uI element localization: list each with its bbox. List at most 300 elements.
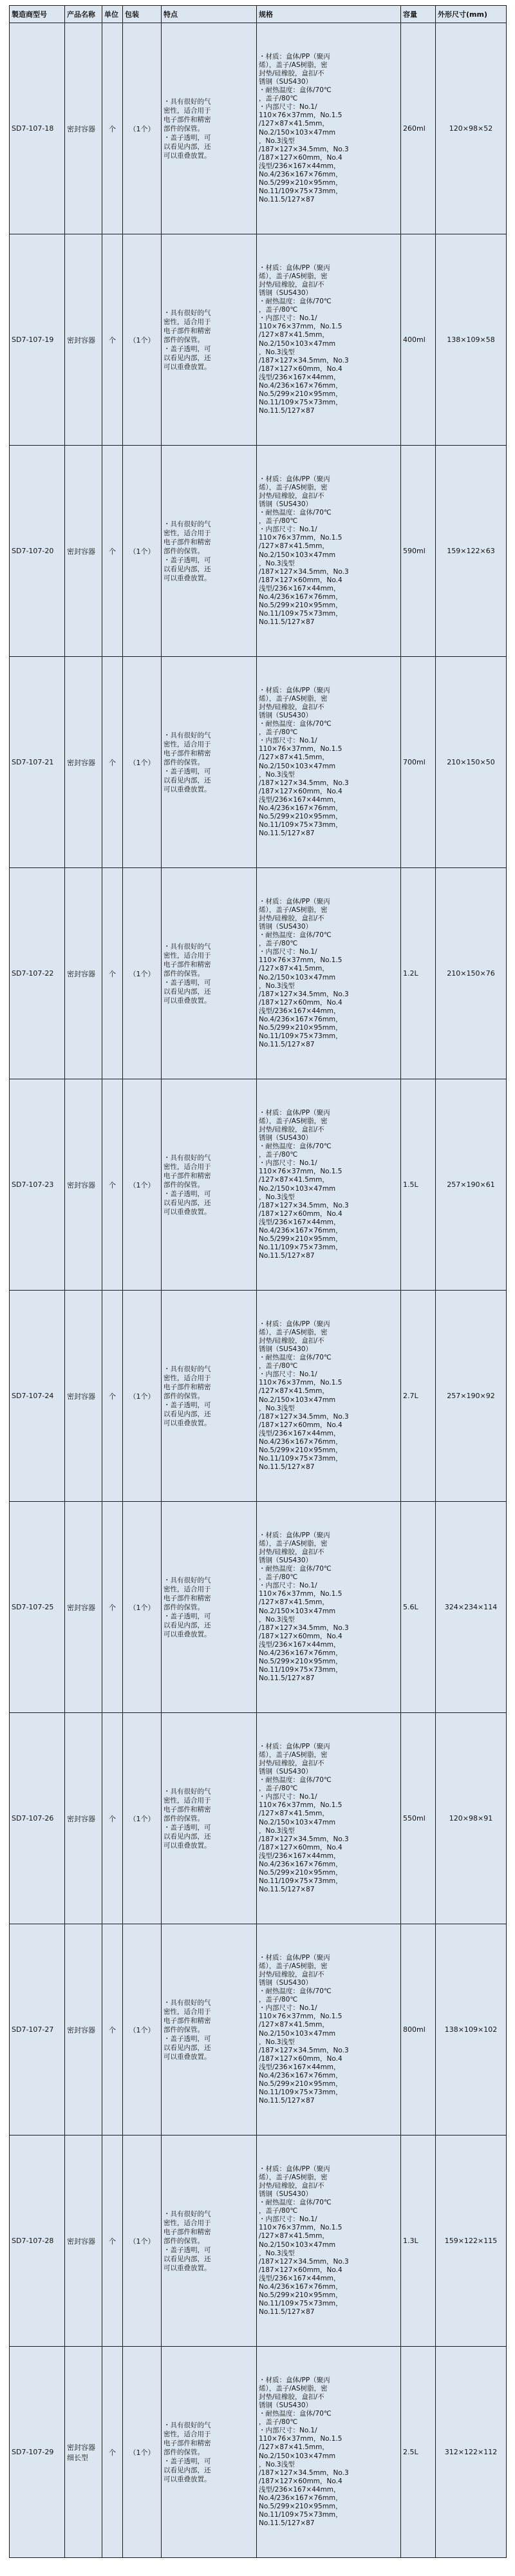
spec-line: ，No.3浅型: [259, 1615, 295, 1624]
spec-line: ・材质：盒体/PP（聚丙: [259, 263, 330, 272]
table-row: [10, 1502, 507, 1713]
spec-line: No.5/299×210×95mm，: [259, 1869, 342, 1877]
spec-line: 锈钢（SUS430）: [259, 1345, 313, 1353]
unit-cell: 个: [102, 1291, 123, 1502]
spec-line: /187×127×60mm，No.4: [259, 1843, 342, 1852]
feature-line: ・具有很好的气: [164, 1576, 211, 1584]
feature-line: 可以重叠放置。: [164, 2264, 211, 2272]
header-row: [10, 6, 507, 23]
spec-line: ・内部尺寸：No.1/: [259, 1582, 317, 1590]
model-cell: SD7-107-23: [10, 1079, 65, 1291]
name-cell: 密封容器 细长型: [65, 2347, 102, 2558]
spec-line: /187×127×34.5mm，No.3: [259, 1835, 349, 1843]
feature-line: 电子部件和精密: [164, 538, 211, 546]
unit-cell: 个: [102, 657, 123, 868]
spec-line: ・材质：盒体/PP（聚丙: [259, 1531, 330, 1539]
spec-line: /187×127×34.5mm，No.3: [259, 990, 349, 998]
feature-line: 部件的保管。: [164, 547, 204, 555]
name-cell: 密封容器: [65, 1079, 102, 1291]
spec-cell: [257, 657, 401, 868]
feature-line: 密性，适合用于: [164, 1162, 211, 1171]
feature-line: ・具有很好的气: [164, 2421, 211, 2429]
unit-cell: 个: [102, 1502, 123, 1713]
spec-line: 烯），盖子/AS树脂，密: [259, 1750, 328, 1759]
spec-line: /127×87×41.5mm，: [259, 965, 329, 973]
model-cell: SD7-107-18: [10, 23, 65, 234]
spec-line: ・内部尺寸：No.1/: [259, 1793, 317, 1801]
spec-line: No.4/236×167×76mm，: [259, 1226, 342, 1235]
spec-line: 浅型/236×167×44mm，: [259, 1218, 341, 1226]
spec-line: ，盖子/80℃: [259, 95, 298, 103]
spec-line: ，No.3浅型: [259, 981, 295, 990]
spec-line: No.11.5/127×87: [259, 1041, 315, 1049]
features-cell: [162, 1502, 257, 1713]
spec-line: 封垫/硅橡胶，盒扣/不: [259, 914, 324, 922]
spec-line: 浅型/236×167×44mm，: [259, 2485, 341, 2494]
feature-line: ・盖子透明，可: [164, 767, 211, 775]
spec-line: /127×87×41.5mm，: [259, 1176, 329, 1184]
spec-line: ・耐热温度：盒体/70℃: [259, 2410, 332, 2418]
dimensions-cell: 138×109×58: [436, 234, 507, 446]
spec-line: ，No.3浅型: [259, 2460, 295, 2468]
unit-cell: 个: [102, 868, 123, 1079]
package-value: 1个: [136, 758, 148, 767]
package-cell: （1个）: [123, 1924, 162, 2136]
model-cell: SD7-107-29: [10, 2347, 65, 2558]
feature-line: 电子部件和精密: [164, 2016, 211, 2025]
dimensions-cell: 324×234×114: [436, 1502, 507, 1713]
spec-line: No.2/150×103×47mm: [259, 339, 336, 348]
package-value: 1个: [136, 547, 148, 556]
name-cell: 密封容器: [65, 868, 102, 1079]
spec-line: No.4/236×167×76mm，: [259, 1860, 342, 1868]
spec-line: No.5/299×210×95mm，: [259, 1658, 342, 1666]
spec-line: /187×127×60mm，No.4: [259, 1421, 342, 1429]
spec-line: No.2/150×103×47mm: [259, 2240, 336, 2249]
package-value: 1个: [136, 2237, 148, 2246]
spec-line: No.11.5/127×87: [259, 1252, 315, 1260]
feature-line: 电子部件和精密: [164, 115, 211, 124]
package-value: 1个: [136, 969, 148, 978]
spec-line: No.4/236×167×76mm，: [259, 1649, 342, 1657]
table-row: [10, 234, 507, 446]
dimensions-cell: 159×122×63: [436, 446, 507, 657]
spec-line: ，盖子/80℃: [259, 1151, 298, 1159]
feature-line: ・具有很好的气: [164, 1365, 211, 1373]
features-cell: [162, 1291, 257, 1502]
spec-line: /187×127×34.5mm，No.3: [259, 1412, 349, 1421]
spec-line: 110×76×37mm，No.1.5: [259, 534, 342, 542]
package-cell: （1个）: [123, 657, 162, 868]
spec-line: 烯），盖子/AS树脂，密: [259, 694, 328, 703]
feature-line: 电子部件和精密: [164, 1383, 211, 1391]
capacity-cell: 700ml: [401, 657, 436, 868]
model-cell: SD7-107-26: [10, 1713, 65, 1924]
spec-line: ，盖子/80℃: [259, 2207, 298, 2215]
spec-line: ・材质：盒体/PP（聚丙: [259, 2164, 330, 2173]
name-cell: 密封容器: [65, 446, 102, 657]
spec-line: ・耐热温度：盒体/70℃: [259, 1565, 332, 1573]
spec-line: /187×127×34.5mm，No.3: [259, 2468, 349, 2477]
spec-line: ・内部尺寸：No.1/: [259, 2427, 317, 2435]
feature-line: 部件的保管。: [164, 758, 204, 766]
spec-line: ，No.3浅型: [259, 2249, 295, 2257]
spec-line: No.4/236×167×76mm，: [259, 2282, 342, 2291]
header-spec: 规格: [257, 6, 401, 23]
feature-line: 密性，适合用于: [164, 1585, 211, 1593]
spec-line: /187×127×60mm，No.4: [259, 2477, 342, 2485]
name-cell: 密封容器: [65, 2136, 102, 2347]
feature-line: 部件的保管。: [164, 1603, 204, 1611]
spec-line: ，盖子/80℃: [259, 940, 298, 948]
name-cell: 密封容器: [65, 1502, 102, 1713]
model-cell: SD7-107-25: [10, 1502, 65, 1713]
feature-line: ・具有很好的气: [164, 97, 211, 106]
package-cell: （1个）: [123, 868, 162, 1079]
spec-line: No.11/109×75×73mm，: [259, 2300, 342, 2308]
spec-line: 110×76×37mm，No.1.5: [259, 2435, 342, 2443]
spec-line: No.11/109×75×73mm，: [259, 821, 342, 829]
package-value: 1个: [136, 336, 148, 345]
table-row: [10, 2136, 507, 2347]
feature-line: ・盖子透明，可: [164, 1612, 211, 1620]
capacity-cell: 2.7L: [401, 1291, 436, 1502]
spec-line: /127×87×41.5mm，: [259, 1810, 329, 1818]
feature-line: 部件的保管。: [164, 124, 204, 133]
feature-line: 密性，适合用于: [164, 951, 211, 960]
feature-line: 可以重叠放置。: [164, 785, 211, 793]
package-cell: （1个）: [123, 1291, 162, 1502]
spec-line: 封垫/硅橡胶，盒扣/不: [259, 491, 324, 500]
spec-line: 封垫/硅橡胶，盒扣/不: [259, 69, 324, 77]
spec-line: 浅型/236×167×44mm，: [259, 373, 341, 381]
feature-line: 密性，适合用于: [164, 2219, 211, 2227]
feature-line: 可以重叠放置。: [164, 151, 211, 160]
dimensions-cell: 312×122×112: [436, 2347, 507, 2558]
spec-line: 锈钢（SUS430）: [259, 1133, 313, 1142]
spec-cell: [257, 1713, 401, 1924]
table-row: [10, 657, 507, 868]
spec-line: No.11/109×75×73mm，: [259, 1032, 342, 1041]
spec-line: 烯），盖子/AS树脂，密: [259, 1117, 328, 1125]
feature-line: 密性，适合用于: [164, 1374, 211, 1382]
feature-line: 可以重叠放置。: [164, 2475, 211, 2483]
feature-line: 密性，适合用于: [164, 317, 211, 326]
spec-line: No.11.5/127×87: [259, 829, 315, 838]
spec-line: 浅型/236×167×44mm，: [259, 1640, 341, 1649]
spec-line: 110×76×37mm，No.1.5: [259, 745, 342, 753]
feature-line: 以看见内部，还: [164, 2043, 211, 2052]
spec-line: No.11.5/127×87: [259, 2308, 315, 2316]
header-features: 特点: [162, 6, 257, 23]
dimensions-cell: 120×98×52: [436, 23, 507, 234]
spec-line: 110×76×37mm，No.1.5: [259, 111, 342, 120]
feature-line: 可以重叠放置。: [164, 1208, 211, 1216]
spec-line: 锈钢（SUS430）: [259, 500, 313, 508]
spec-line: ，No.3浅型: [259, 559, 295, 567]
feature-line: 部件的保管。: [164, 1392, 204, 1400]
dimensions-cell: 257×190×92: [436, 1291, 507, 1502]
spec-line: /187×127×60mm，No.4: [259, 1209, 342, 1218]
package-cell: （1个）: [123, 446, 162, 657]
features-cell: [162, 1924, 257, 2136]
feature-line: 以看见内部，还: [164, 1410, 211, 1418]
spec-line: ，盖子/80℃: [259, 1996, 298, 2004]
table-row: [10, 868, 507, 1079]
spec-line: /187×127×60mm，No.4: [259, 2054, 342, 2063]
spec-line: No.11/109×75×73mm，: [259, 1455, 342, 1463]
package-cell: （1个）: [123, 1079, 162, 1291]
feature-line: 密性，适合用于: [164, 529, 211, 537]
feature-line: 密性，适合用于: [164, 106, 211, 115]
spec-line: 锈钢（SUS430）: [259, 2190, 313, 2198]
spec-line: ，No.3浅型: [259, 1404, 295, 1412]
capacity-cell: 400ml: [401, 234, 436, 446]
feature-line: ・盖子透明，可: [164, 556, 211, 564]
spec-line: ・内部尺寸：No.1/: [259, 948, 317, 956]
capacity-cell: 1.5L: [401, 1079, 436, 1291]
spec-line: No.2/150×103×47mm: [259, 762, 336, 770]
spec-line: /127×87×41.5mm，: [259, 1598, 329, 1607]
spec-line: No.4/236×167×76mm，: [259, 592, 342, 601]
spec-line: 110×76×37mm，No.1.5: [259, 1801, 342, 1810]
spec-line: No.5/299×210×95mm，: [259, 2503, 342, 2511]
spec-line: 浅型/236×167×44mm，: [259, 584, 341, 592]
feature-line: 可以重叠放置。: [164, 1841, 211, 1850]
spec-line: /187×127×34.5mm，No.3: [259, 567, 349, 576]
spec-line: No.4/236×167×76mm，: [259, 2071, 342, 2079]
spec-line: No.5/299×210×95mm，: [259, 2291, 342, 2300]
package-value: 1个: [136, 124, 148, 133]
dimensions-cell: 210×150×76: [436, 868, 507, 1079]
spec-cell: [257, 1079, 401, 1291]
spec-line: ，No.3浅型: [259, 348, 295, 356]
spec-line: 烯），盖子/AS树脂，密: [259, 2173, 328, 2181]
unit-cell: 个: [102, 1079, 123, 1291]
spec-line: 封垫/硅橡胶，盒扣/不: [259, 1759, 324, 1767]
model-cell: SD7-107-24: [10, 1291, 65, 1502]
spec-line: 烯），盖子/AS树脂，密: [259, 1328, 328, 1336]
table-row: [10, 1079, 507, 1291]
spec-line: 锈钢（SUS430）: [259, 1978, 313, 1987]
header-dimensions: 外形尺寸(mm): [436, 6, 507, 23]
unit-cell: 个: [102, 2347, 123, 2558]
feature-line: 部件的保管。: [164, 1814, 204, 1823]
feature-line: 密性，适合用于: [164, 2007, 211, 2016]
model-cell: SD7-107-27: [10, 1924, 65, 2136]
spec-line: ，No.3浅型: [259, 2038, 295, 2046]
spec-line: 封垫/硅橡胶，盒扣/不: [259, 1548, 324, 1556]
unit-cell: 个: [102, 1713, 123, 1924]
feature-line: ・具有很好的气: [164, 731, 211, 739]
spec-line: /187×127×60mm，No.4: [259, 787, 342, 795]
feature-line: 部件的保管。: [164, 2448, 204, 2456]
spec-line: 烯），盖子/AS树脂，密: [259, 2384, 328, 2392]
spec-line: No.5/299×210×95mm，: [259, 390, 342, 399]
capacity-cell: 5.6L: [401, 1502, 436, 1713]
spec-line: 封垫/硅橡胶，盒扣/不: [259, 280, 324, 289]
spec-line: 锈钢（SUS430）: [259, 289, 313, 297]
spec-line: No.11/109×75×73mm，: [259, 1877, 342, 1886]
spec-line: No.5/299×210×95mm，: [259, 2080, 342, 2088]
spec-line: 封垫/硅橡胶，盒扣/不: [259, 2181, 324, 2190]
spec-line: /127×87×41.5mm，: [259, 2232, 329, 2240]
table-body: [10, 23, 507, 2558]
spec-line: 封垫/硅橡胶，盒扣/不: [259, 1336, 324, 1345]
feature-line: 以看见内部，还: [164, 2255, 211, 2263]
spec-line: 浅型/236×167×44mm，: [259, 2274, 341, 2282]
feature-line: 可以重叠放置。: [164, 996, 211, 1005]
name-cell: 密封容器: [65, 1924, 102, 2136]
name-cell: 密封容器: [65, 23, 102, 234]
features-cell: [162, 1713, 257, 1924]
spec-line: /187×127×60mm，No.4: [259, 1632, 342, 1640]
spec-line: 锈钢（SUS430）: [259, 2401, 313, 2409]
spec-line: No.2/150×103×47mm: [259, 1184, 336, 1193]
spec-line: ・耐热温度：盒体/70℃: [259, 1142, 332, 1151]
spec-line: 110×76×37mm，No.1.5: [259, 323, 342, 331]
spec-line: /187×127×34.5mm，No.3: [259, 1201, 349, 1209]
spec-line: No.11.5/127×87: [259, 196, 315, 204]
spec-line: No.5/299×210×95mm，: [259, 1024, 342, 1032]
spec-line: ・耐热温度：盒体/70℃: [259, 1776, 332, 1785]
spec-cell: [257, 1502, 401, 1713]
spec-line: No.11/109×75×73mm，: [259, 399, 342, 407]
feature-line: ・盖子透明，可: [164, 2246, 211, 2254]
spec-line: 锈钢（SUS430）: [259, 1556, 313, 1564]
feature-line: ・具有很好的气: [164, 942, 211, 951]
spec-line: 烯），盖子/AS树脂，密: [259, 61, 328, 69]
spec-cell: [257, 23, 401, 234]
feature-line: 电子部件和精密: [164, 2439, 211, 2447]
spec-line: No.11.5/127×87: [259, 1674, 315, 1683]
feature-line: 密性，适合用于: [164, 1796, 211, 1804]
feature-line: ・具有很好的气: [164, 1787, 211, 1795]
spec-line: ，盖子/80℃: [259, 1785, 298, 1793]
feature-line: 以看见内部，还: [164, 565, 211, 573]
spec-line: No.11.5/127×87: [259, 407, 315, 415]
spec-line: No.11.5/127×87: [259, 618, 315, 627]
features-cell: [162, 234, 257, 446]
spec-line: ・耐热温度：盒体/70℃: [259, 720, 332, 728]
spec-line: No.11.5/127×87: [259, 2519, 315, 2528]
spec-cell: [257, 234, 401, 446]
spec-cell: [257, 868, 401, 1079]
feature-line: ・盖子透明，可: [164, 1401, 211, 1409]
feature-line: 部件的保管。: [164, 2237, 204, 2245]
feature-line: 密性，适合用于: [164, 740, 211, 748]
dimensions-cell: 120×98×91: [436, 1713, 507, 1924]
spec-line: /187×127×34.5mm，No.3: [259, 2257, 349, 2266]
unit-cell: 个: [102, 1924, 123, 2136]
spec-line: No.2/150×103×47mm: [259, 973, 336, 981]
spec-line: ，盖子/80℃: [259, 1573, 298, 1582]
model-cell: SD7-107-22: [10, 868, 65, 1079]
spec-line: ・材质：盒体/PP（聚丙: [259, 475, 330, 483]
spec-line: No.2/150×103×47mm: [259, 551, 336, 559]
spec-line: ・材质：盒体/PP（聚丙: [259, 1742, 330, 1750]
features-cell: [162, 446, 257, 657]
features-cell: [162, 1079, 257, 1291]
package-cell: （1个）: [123, 23, 162, 234]
spec-line: No.11/109×75×73mm，: [259, 2088, 342, 2097]
spec-line: 110×76×37mm，No.1.5: [259, 1379, 342, 1387]
spec-line: ，盖子/80℃: [259, 517, 298, 526]
features-cell: [162, 23, 257, 234]
spec-line: ，No.3浅型: [259, 1193, 295, 1201]
spec-line: No.11/109×75×73mm，: [259, 187, 342, 196]
spec-line: ，盖子/80℃: [259, 2418, 298, 2427]
spec-line: No.5/299×210×95mm，: [259, 813, 342, 821]
spec-line: No.4/236×167×76mm，: [259, 170, 342, 178]
table-row: [10, 446, 507, 657]
feature-line: 以看见内部，还: [164, 2466, 211, 2474]
capacity-cell: 2.5L: [401, 2347, 436, 2558]
feature-line: 可以重叠放置。: [164, 1630, 211, 1638]
feature-line: ・盖子透明，可: [164, 2457, 211, 2465]
spec-line: No.4/236×167×76mm，: [259, 1437, 342, 1446]
spec-line: 110×76×37mm，No.1.5: [259, 1168, 342, 1176]
name-cell: 密封容器: [65, 234, 102, 446]
spec-line: No.5/299×210×95mm，: [259, 179, 342, 187]
spec-cell: [257, 446, 401, 657]
feature-line: 以看见内部，还: [164, 1198, 211, 1207]
feature-line: 电子部件和精密: [164, 960, 211, 969]
spec-line: No.11/109×75×73mm，: [259, 1666, 342, 1674]
name-cell: 密封容器: [65, 1291, 102, 1502]
spec-line: No.11/109×75×73mm，: [259, 2511, 342, 2519]
spec-line: ，No.3浅型: [259, 1826, 295, 1835]
feature-line: 部件的保管。: [164, 969, 204, 978]
spec-line: No.2/150×103×47mm: [259, 1607, 336, 1615]
spec-line: ・材质：盒体/PP（聚丙: [259, 686, 330, 694]
unit-cell: 个: [102, 234, 123, 446]
feature-line: ・具有很好的气: [164, 1998, 211, 2007]
name-cell: 密封容器: [65, 1713, 102, 1924]
spec-line: /187×127×34.5mm，No.3: [259, 1624, 349, 1632]
spec-line: No.2/150×103×47mm: [259, 1818, 336, 1826]
feature-line: 电子部件和精密: [164, 749, 211, 757]
spec-line: No.11/109×75×73mm，: [259, 610, 342, 618]
spec-line: 封垫/硅橡胶，盒扣/不: [259, 703, 324, 711]
feature-line: ・具有很好的气: [164, 2210, 211, 2218]
feature-line: 部件的保管。: [164, 2025, 204, 2034]
feature-line: 以看见内部，还: [164, 354, 211, 362]
capacity-cell: 550ml: [401, 1713, 436, 1924]
spec-line: 110×76×37mm，No.1.5: [259, 2224, 342, 2232]
spec-cell: [257, 1924, 401, 2136]
feature-line: ・盖子透明，可: [164, 133, 211, 142]
package-value: 1个: [136, 1180, 148, 1189]
spec-line: /187×127×34.5mm，No.3: [259, 356, 349, 365]
spec-line: 锈钢（SUS430）: [259, 77, 313, 86]
spec-cell: [257, 2347, 401, 2558]
package-value: 1个: [136, 2448, 148, 2457]
spec-line: 锈钢（SUS430）: [259, 922, 313, 931]
feature-line: 可以重叠放置。: [164, 2052, 211, 2061]
spec-line: 浅型/236×167×44mm，: [259, 1007, 341, 1015]
feature-line: 以看见内部，还: [164, 142, 211, 151]
package-value: 1个: [136, 1814, 148, 1823]
spec-line: No.11.5/127×87: [259, 1886, 315, 1894]
capacity-cell: 800ml: [401, 1924, 436, 2136]
spec-line: /187×127×34.5mm，No.3: [259, 145, 349, 153]
spec-line: 110×76×37mm，No.1.5: [259, 956, 342, 965]
spec-line: 烯），盖子/AS树脂，密: [259, 905, 328, 914]
spec-line: No.2/150×103×47mm: [259, 2452, 336, 2460]
feature-line: 电子部件和精密: [164, 2228, 211, 2236]
spec-line: No.2/150×103×47mm: [259, 128, 336, 137]
